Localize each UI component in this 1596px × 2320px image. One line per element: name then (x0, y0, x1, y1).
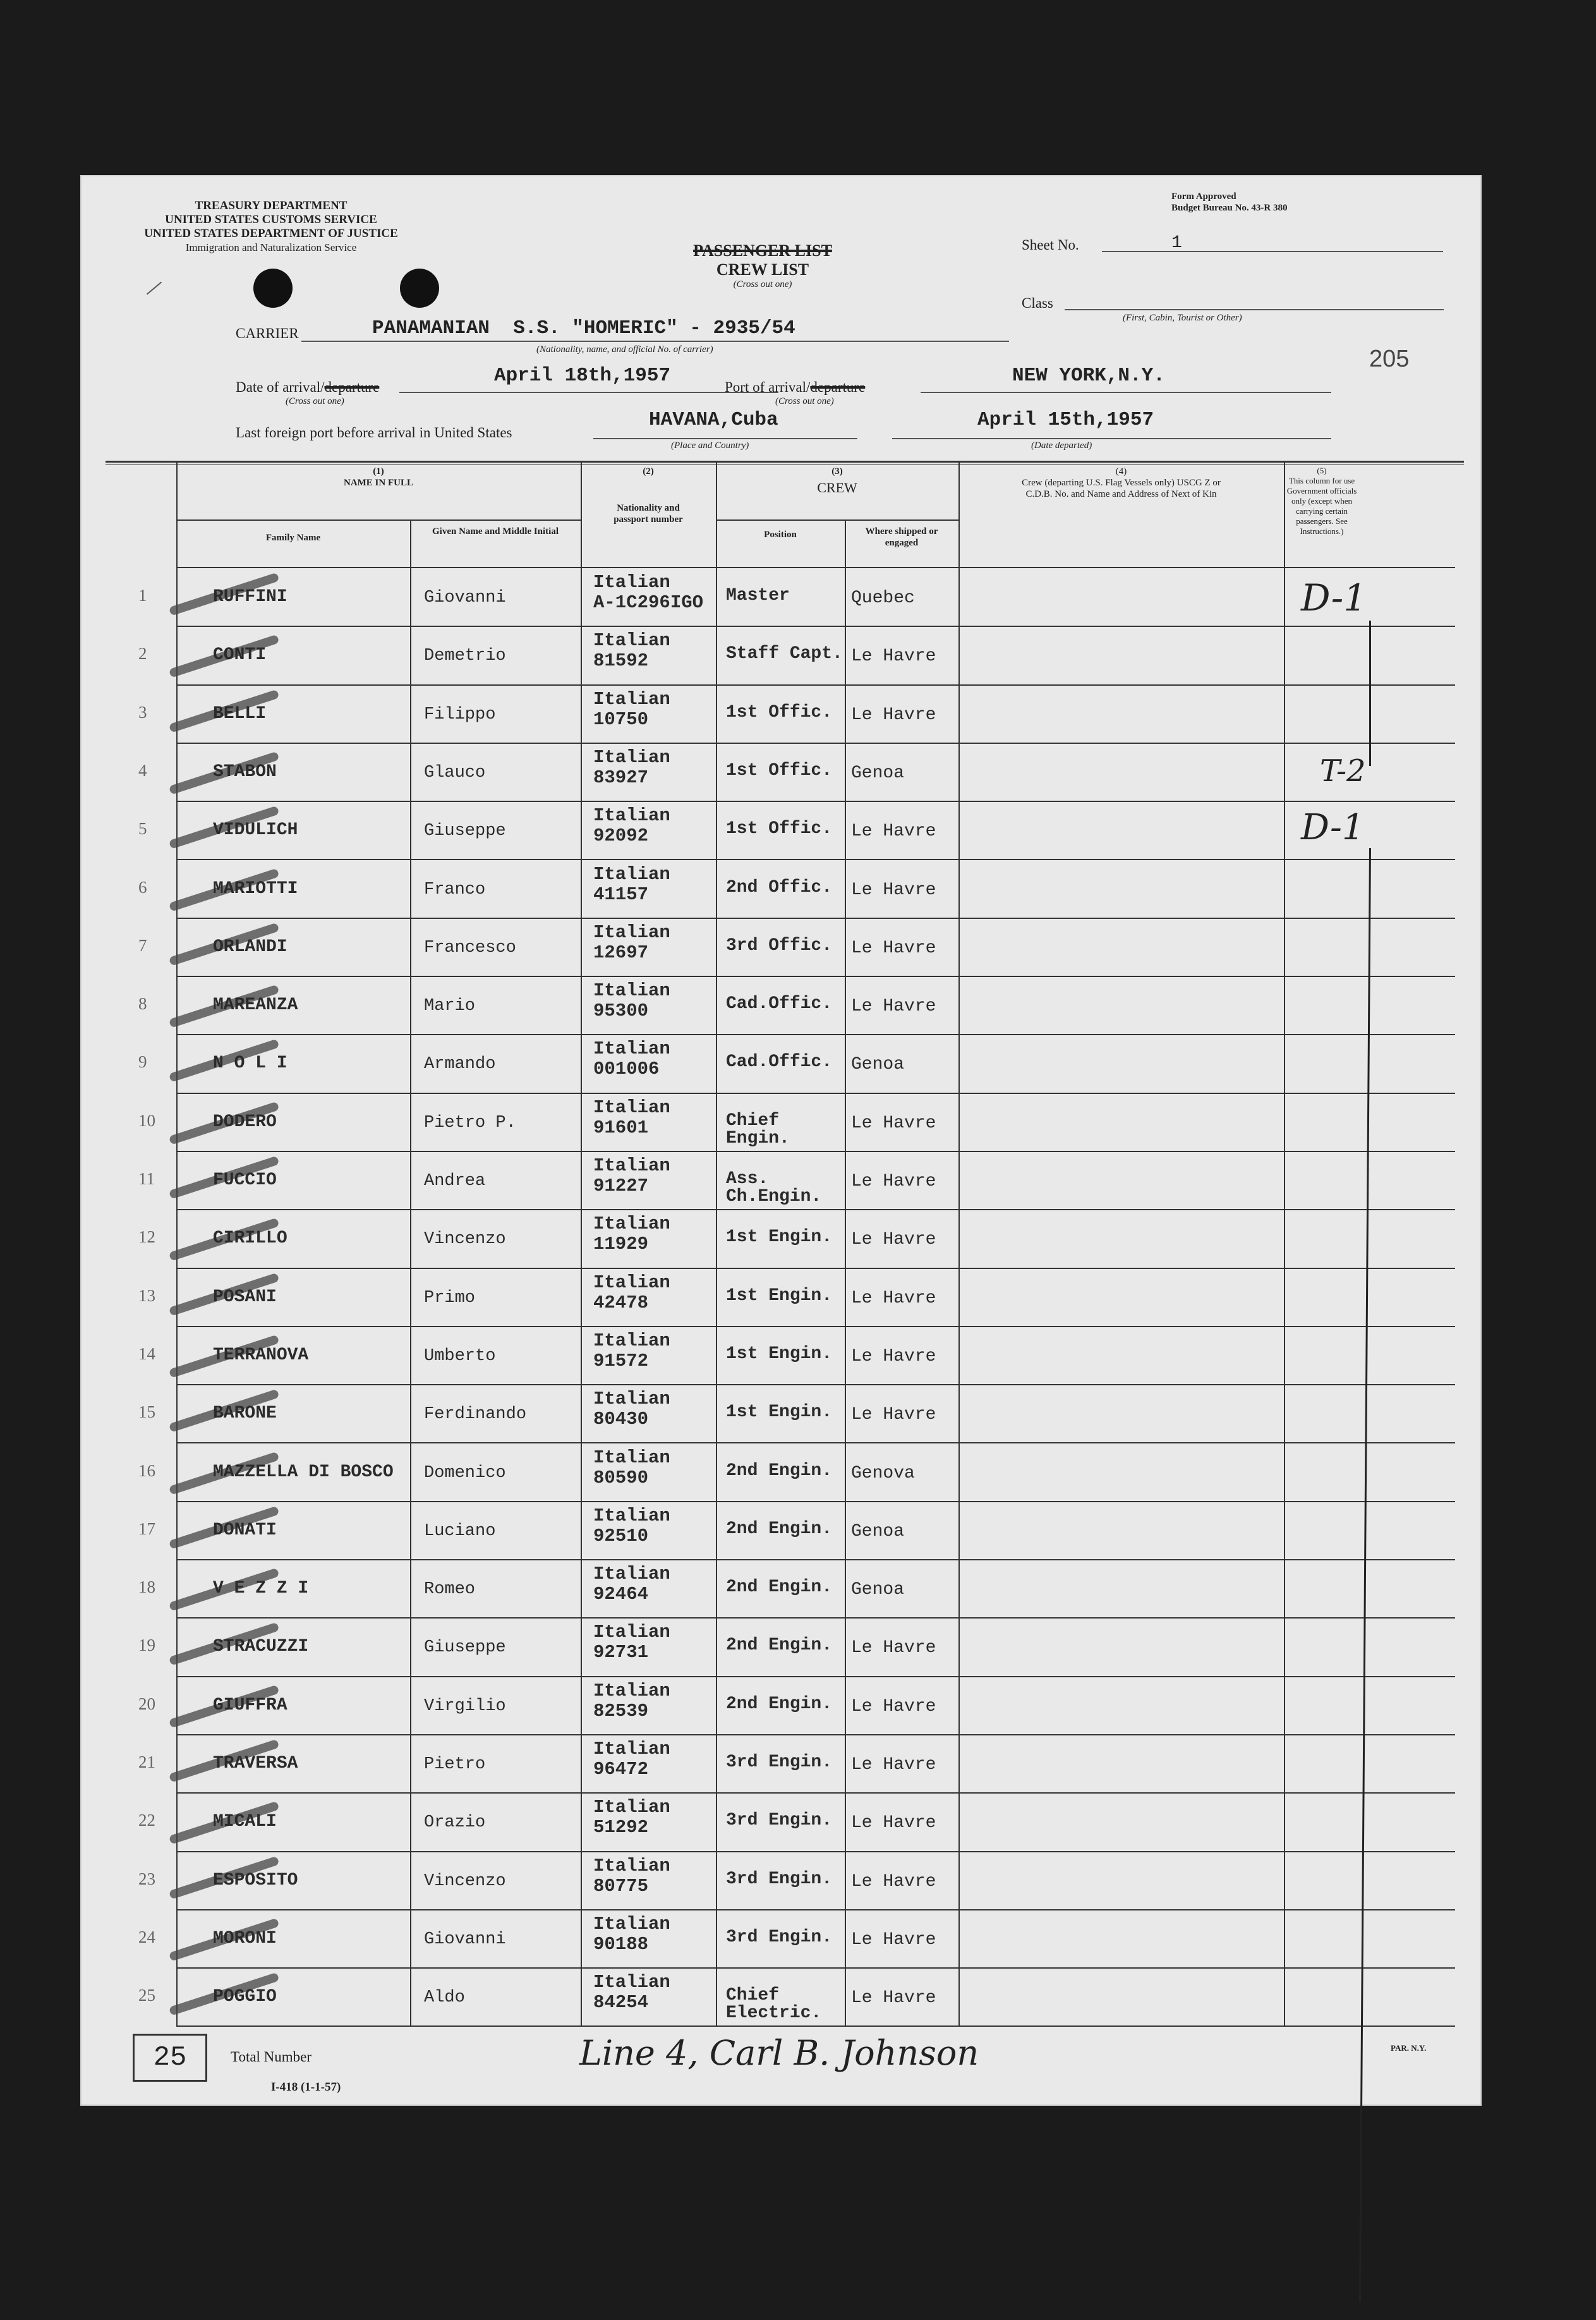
family-name: VIDULICH (213, 820, 298, 841)
signature: Line 4, Carl B. Johnson (579, 2033, 979, 2073)
row-number: 9 (138, 1052, 147, 1072)
family-name: DODERO (213, 1112, 277, 1132)
family-name: CIRILLO (213, 1229, 287, 1249)
where-shipped: Le Havre (851, 1172, 936, 1191)
passport-number: 12697 (593, 942, 649, 963)
table-row (138, 626, 1455, 685)
passport-number: 51292 (593, 1817, 649, 1838)
nationality: Italian (593, 921, 670, 943)
position: 3rd Engin. (726, 1752, 833, 1772)
family-name: TERRANOVA (213, 1345, 309, 1365)
passport-number: 92092 (593, 825, 649, 847)
nationality: Italian (593, 980, 670, 1002)
where-shipped: Le Havre (851, 1813, 936, 1833)
printer-mark: PAR. N.Y. (1391, 2043, 1427, 2053)
nationality: Italian (593, 1855, 670, 1876)
class-label: Class (1022, 295, 1053, 311)
family-name: BELLI (213, 703, 267, 724)
form-number: I-418 (1-1-57) (271, 2080, 341, 2094)
agency-line: TREASURY DEPARTMENT (195, 199, 348, 212)
passport-number: 11929 (593, 1234, 649, 1255)
given-name: Francesco (424, 938, 516, 957)
family-name: MORONI (213, 1928, 277, 1948)
given-name: Aldo (424, 1988, 465, 2008)
position: Staff Capt. (726, 644, 843, 664)
where-shipped: Le Havre (851, 1638, 936, 1658)
family-name: MICALI (213, 1812, 277, 1832)
where-shipped: Le Havre (851, 1288, 936, 1308)
table-row (138, 1210, 1455, 1268)
nationality: Italian (593, 1388, 670, 1410)
nationality: Italian (593, 1680, 670, 1701)
family-name: BARONE (213, 1404, 277, 1424)
next-of-kin-header: Crew (departing U.S. Flag Vessels only) USCG Z or C.D.B. No. and Name and Address of Next of Kin (1022, 478, 1221, 499)
row-number: 25 (138, 1986, 155, 2005)
where-shipped: Genoa (851, 763, 905, 783)
passport-number: 95300 (593, 1000, 649, 1022)
crew-list-title: CREW LIST (716, 260, 809, 279)
position: 1st Offic. (726, 702, 833, 722)
where-shipped: Le Havre (851, 1230, 936, 1250)
passport-number: 92464 (593, 1584, 649, 1605)
table-row (138, 1852, 1455, 1910)
passport-number: 83927 (593, 767, 649, 788)
given-name: Giovanni (424, 1929, 506, 1949)
table-row (138, 743, 1455, 802)
agency-header (119, 199, 423, 255)
nationality: Italian (593, 1505, 670, 1526)
passport-number: 80430 (593, 1409, 649, 1430)
agency-line: UNITED STATES CUSTOMS SERVICE (165, 213, 377, 226)
table-row (138, 1035, 1455, 1093)
passport-number: A-1C296IGO (593, 592, 704, 613)
given-name: Virgilio (424, 1696, 506, 1716)
row-number: 5 (138, 819, 147, 839)
agency-line: Immigration and Naturalization Service (185, 241, 357, 253)
row-number: 10 (138, 1110, 155, 1130)
passport-number: 80590 (593, 1467, 649, 1488)
nationality: Italian (593, 805, 670, 827)
family-name: RUFFINI (213, 587, 287, 607)
family-name: ORLANDI (213, 937, 287, 957)
table-row (138, 1793, 1455, 1852)
position: 2nd Offic. (726, 877, 833, 897)
position: 1st Engin. (726, 1344, 833, 1364)
annotation-d1-second: D-1 (1301, 807, 1365, 848)
passport-number: 001006 (593, 1059, 660, 1080)
passport-number: 92731 (593, 1642, 649, 1663)
port-label: Port of arrival/departure (725, 379, 866, 395)
row-number: 8 (138, 994, 147, 1014)
government-use-header: This column for use Government officials only (except when carrying certain passengers. See Instructions.) (1286, 476, 1357, 536)
nationality: Italian (593, 1564, 670, 1585)
position: 3rd Engin. (726, 1811, 833, 1831)
given-name: Giuseppe (424, 822, 506, 841)
given-name: Primo (424, 1288, 476, 1308)
where-shipped: Le Havre (851, 1113, 936, 1133)
passport-number: 82539 (593, 1700, 649, 1722)
table-row (138, 1502, 1455, 1560)
family-name: POSANI (213, 1287, 277, 1307)
row-number: 21 (138, 1752, 155, 1771)
position: 1st Engin. (726, 1402, 833, 1423)
row-number: 24 (138, 1927, 155, 1946)
where-shipped: Quebec (851, 588, 915, 608)
row-number: 4 (138, 760, 147, 780)
where-shipped: Le Havre (851, 997, 936, 1017)
position: 1st Offic. (726, 760, 833, 780)
position: 2nd Engin. (726, 1694, 833, 1714)
where-shipped: Genoa (851, 1521, 905, 1541)
position: Ass. Ch.Engin. (726, 1169, 822, 1206)
where-shipped: Le Havre (851, 1871, 936, 1892)
given-name: Ferdinando (424, 1405, 527, 1424)
table-row (138, 1327, 1455, 1385)
position-header: Position (764, 530, 797, 540)
table-row (138, 1677, 1455, 1735)
table-row (138, 1618, 1455, 1677)
given-name: Demetrio (424, 647, 506, 666)
agency-line: UNITED STATES DEPARTMENT OF JUSTICE (144, 227, 398, 240)
position: 2nd Engin. (726, 1519, 833, 1539)
position: 1st Engin. (726, 1285, 833, 1306)
where-shipped: Le Havre (851, 1988, 936, 2008)
where-shipped: Le Havre (851, 1405, 936, 1425)
row-number: 12 (138, 1227, 155, 1247)
nationality: Italian (593, 688, 670, 710)
where-shipped: Le Havre (851, 705, 936, 725)
row-number: 13 (138, 1285, 155, 1305)
last-port-value: HAVANA,Cuba (649, 409, 778, 431)
table-row (138, 860, 1455, 919)
where-shipped: Genoa (851, 1055, 905, 1075)
total-number-box: 25 (133, 2034, 207, 2082)
port-value: NEW YORK,N.Y. (1012, 365, 1165, 387)
annotation-t2: T-2 (1320, 753, 1366, 789)
nationality: Italian (593, 1213, 670, 1235)
family-name: STABON (213, 762, 277, 782)
passport-number: 91227 (593, 1175, 649, 1196)
given-name: Vincenzo (424, 1230, 506, 1249)
list-title: PASSENGER LIST CREW LIST (Cross out one) (636, 241, 889, 290)
family-name: DONATI (213, 1520, 277, 1540)
table-row (138, 1268, 1455, 1327)
given-name: Giuseppe (424, 1638, 506, 1658)
row-number: 6 (138, 877, 147, 897)
passport-number: 96472 (593, 1759, 649, 1780)
given-name: Pietro (424, 1755, 486, 1774)
arrival-date-value: April 18th,1957 (494, 365, 671, 387)
row-number: 20 (138, 1694, 155, 1713)
given-name: Glauco (424, 763, 486, 782)
departed-value: April 15th,1957 (977, 409, 1154, 431)
given-name: Mario (424, 997, 476, 1016)
where-shipped: Le Havre (851, 1929, 936, 1950)
table-row (138, 1910, 1455, 1969)
position: Cad.Offic. (726, 994, 833, 1014)
row-number: 7 (138, 935, 147, 955)
passport-number: 91572 (593, 1350, 649, 1371)
where-shipped: Le Havre (851, 822, 936, 842)
nationality: Italian (593, 630, 670, 652)
passport-number: 10750 (593, 708, 649, 730)
nationality: Italian (593, 1739, 670, 1759)
diagonal-mark (147, 282, 162, 295)
given-name: Umberto (424, 1346, 496, 1366)
nationality: Italian (593, 1797, 670, 1818)
row-number: 19 (138, 1636, 155, 1655)
passenger-list-struck: PASSENGER LIST (693, 241, 832, 260)
annotation-d1: D-1 (1301, 576, 1367, 619)
nationality: Italian (593, 1272, 670, 1293)
family-name: MARIOTTI (213, 878, 298, 899)
nationality-header: Nationality and passport number (614, 503, 683, 525)
where-shipped: Le Havre (851, 647, 936, 667)
carrier-hint: (Nationality, name, and official No. of carrier) (536, 344, 713, 355)
form-approved: Form Approved Budget Bureau No. 43-R 380 (1171, 191, 1288, 213)
position: 2nd Engin. (726, 1636, 833, 1656)
carrier-value: PANAMANIAN S.S. "HOMERIC" - 2935/54 (372, 317, 795, 339)
given-name: Franco (424, 880, 486, 899)
row-number: 22 (138, 1811, 155, 1830)
nationality: Italian (593, 746, 670, 768)
position: 3rd Engin. (726, 1927, 833, 1947)
passport-number: 92510 (593, 1525, 649, 1546)
row-number: 1 (138, 586, 147, 605)
family-name: ESPOSITO (213, 1870, 298, 1890)
nationality: Italian (593, 863, 670, 885)
given-name: Filippo (424, 705, 496, 724)
position: 1st Engin. (726, 1227, 833, 1248)
position: Cad.Offic. (726, 1052, 833, 1072)
row-number: 23 (138, 1869, 155, 1888)
table-row (138, 1735, 1455, 1794)
given-name: Pietro P. (424, 1113, 516, 1133)
family-name: CONTI (213, 645, 267, 665)
row-number: 15 (138, 1402, 155, 1422)
passport-number: 91601 (593, 1117, 649, 1138)
family-name: N O L I (213, 1054, 287, 1074)
position: 1st Offic. (726, 819, 833, 839)
where-shipped: Le Havre (851, 1755, 936, 1775)
table-row (138, 685, 1455, 744)
given-name: Romeo (424, 1580, 476, 1600)
where-shipped: Le Havre (851, 1346, 936, 1366)
sheet-value: 1 (1171, 233, 1182, 253)
given-name: Domenico (424, 1463, 506, 1483)
row-number: 3 (138, 702, 147, 722)
position: Chief Electric. (726, 1986, 822, 2024)
table-row (138, 918, 1455, 977)
class-hint: (First, Cabin, Tourist or Other) (1123, 313, 1242, 323)
passport-number: 81592 (593, 650, 649, 672)
nationality: Italian (593, 1330, 670, 1351)
table-row (138, 1093, 1455, 1152)
passport-number: 42478 (593, 1292, 649, 1313)
nationality: Italian (593, 1155, 670, 1176)
punch-hole (253, 269, 293, 308)
passport-number: 41157 (593, 884, 649, 905)
table-row (138, 568, 1455, 627)
family-name-header: Family Name (265, 533, 321, 543)
table-row (138, 1443, 1455, 1502)
family-name: GIUFFRA (213, 1695, 287, 1715)
nationality: Italian (593, 1972, 670, 1993)
where-shipped: Genoa (851, 1580, 905, 1600)
given-name: Armando (424, 1055, 496, 1074)
crew-table: (1) NAME IN FULL Family Name Given Name and Middle Initial (2) Nationality and passport number (3) CREW Position Where shipped or engaged (4) Crew (departing U.S. Flag Vessels only) USCG Z or C.D.B. No. and Name and Address of Next of Kin (5) This column for use Government officials only (except when carrying certain passengers. See Instructions.) 1 RUFFINI Giovanni Italian A-1C296IGO Master Quebec 2 CONTI Demetrio Italian 81592 Staff Capt. Le Havre 3 BELLI Filippo Italian 10750 1st Offic. Le Havre 4 STABON Glauco Italian 83927 1st Offic. Genoa 5 VIDULICH Giuseppe Italian 92092 1st Offic. Le Havre 6 MARIOTTI Franco Italian 41157 2nd Offic. Le Havre 7 ORLANDI Francesco Italian 12697 3rd Offic. Le Havre 8 MAREANZA Mario Italian 95300 Cad.Offic. Le Havre 9 N O L I Armando Italian 001006 Cad.Offic. Genoa 10 DODERO Pietro P. Italian 91601 Chief Engin. Le Havre 11 FUCCIO Andrea Italian 91227 Ass. Ch.Engin. Le Havre 12 CIRILLO Vincenzo Italian 11929 1st Engin. Le Havre 13 POSANI Primo Italian 42478 1st Engin. Le Havre 14 TERRANOVA Umberto Italian 91572 1st Engin. Le Havre 15 BARONE Ferdinando Italian 80430 1st Engin. Le Havre 16 MAZZELLA DI BOSCO Domenico Italian 80590 2nd Engin. Genova 17 DONATI Luciano Italian 92510 2nd Engin. Genoa 18 V E Z Z I Romeo Italian 92464 2nd Engin. Genoa 19 STRACUZZI Giuseppe Italian 92731 2nd Engin. Le Havre 20 GIUFFRA Virgilio Italian 82539 2nd Engin. Le Havre 21 TRAVERSA Pietro Italian 96472 3rd Engin. Le Havre 22 MICALI Orazio Italian 51292 3rd Engin. Le Havre 23 ESPOSITO Vincenzo Italian 80775 3rd Engin. Le Havre 24 MORONI Giovanni Italian 90188 3rd Engin. Le Havre 25 POGGIO Aldo Italian 84254 Chief Electric. Le Havre D-1 T-2 D-1 (176, 463, 1455, 2026)
nationality: Italian (593, 1913, 670, 1934)
sheet-label: Sheet No. (1022, 237, 1079, 253)
carrier-label: CARRIER (236, 325, 299, 341)
passport-number: 84254 (593, 1992, 649, 2013)
table-row (138, 1151, 1455, 1210)
family-name: STRACUZZI (213, 1637, 309, 1657)
where-shipped-header: Where shipped or engaged (865, 526, 938, 548)
given-name: Giovanni (424, 588, 506, 607)
table-row (138, 1560, 1455, 1619)
given-name: Luciano (424, 1521, 496, 1541)
crew-list-form: TREASURY DEPARTMENT UNITED STATES CUSTOMS SERVICE UNITED STATES DEPARTMENT OF JUSTICE Immigration and Naturalization Service PASSENGER LIST CREW LIST (Cross out one) Form Approved Budget Bureau No. 43-R 380 Sheet No. 1 Class (First, Cabin, Tourist or Other) CARRIER PANAMANIAN S.S. "HOMERIC" - 2935/54 (Nationality, name, and official No. of carrier) 205 Date of arrival/departure (Cross out one) April 18th,1957 Port of arrival/departure (Cross out one) NEW YORK,N.Y. Last foreign port before arrival in United States HAVANA,Cuba (Place and Country) April 15th,1957 (Date departed) (1) NAME IN FULL Family Name Given Name and Middle Initial (2) Nationality and passport number (3) CREW Position Where shipped or engaged (4) Crew (departing U.S. Flag Vessels only) USCG Z or C.D.B. No. and Name and Address of Next of Kin (5) This column for use Government officials only (except when carrying certain passengers. See Instructions.) 1 RUFFINI Giovanni Italian A-1C296IGO Master Quebec 2 CONTI Demetrio Italian 81592 Staff Capt. Le Havre 3 BELLI Filippo Italian 10750 1st Offic. Le Havre 4 STABON Glauco Italian 83927 1st Offic. Genoa 5 VIDULICH Giuseppe Italian 92092 1st Offic. Le Havre 6 MARIOTTI Franco Italian 41157 2nd Offic. Le Havre 7 ORLANDI Francesco Italian 12697 3rd Offic. Le Havre 8 MAREANZA Mario Italian 95300 Cad.Offic. Le Havre 9 N O L I Armando Italian 001006 Cad.Offic. Genoa 10 DODERO Pietro P. Italian 91601 Chief Engin. Le Havre 11 FUCCIO Andrea Italian 91227 Ass. Ch.Engin. Le Havre 12 CIRILLO Vincenzo Italian 11929 1st Engin. Le Havre 13 POSANI Primo Italian 42478 1st Engin. Le Havre 14 TERRANOVA Umberto Italian 91572 1st Engin. Le Havre 15 BARONE Ferdinando Italian 80430 1st Engin. Le Havre 16 MAZZELLA DI BOSCO Domenico Italian 80590 2nd Engin. Genova 17 DONATI Luciano Italian 92510 2nd Engin. Genoa 18 V E Z Z I Romeo Italian 92464 2nd Engin. Genoa 19 STRACUZZI Giuseppe Italian 92731 2nd Engin. Le Havre 20 GIUFFRA Virgilio Italian 82539 2nd Engin. Le Havre 21 TRAVERSA Pietro Italian 96472 3rd Engin. Le Havre 22 MICALI Orazio Italian 51292 3rd Engin. Le Havre 23 ESPOSITO Vincenzo Italian 80775 3rd Engin. Le Havre 24 MORONI Giovanni Italian 90188 3rd Engin. Le Havre 25 POGGIO Aldo Italian 84254 Chief Electric. Le Havre D-1 T-2 D-1 25 Total Number I-418 (1-1-57) Line 4, Carl B. Johnson PAR. N.Y. (80, 175, 1482, 2106)
where-shipped: Le Havre (851, 880, 936, 900)
given-name: Andrea (424, 1172, 486, 1191)
nationality: Italian (593, 572, 670, 593)
position: 3rd Engin. (726, 1869, 833, 1889)
nationality: Italian (593, 1096, 670, 1118)
nationality: Italian (593, 1447, 670, 1468)
given-name: Vincenzo (424, 1871, 506, 1891)
row-number: 11 (138, 1169, 155, 1188)
row-number: 2 (138, 644, 147, 664)
punch-hole (400, 269, 439, 308)
passport-number: 80775 (593, 1875, 649, 1897)
position: 2nd Engin. (726, 1577, 833, 1598)
table-row (138, 1385, 1455, 1443)
family-name: V E Z Z I (213, 1579, 309, 1599)
family-name: TRAVERSA (213, 1754, 298, 1773)
row-number: 16 (138, 1461, 155, 1480)
family-name: MAZZELLA DI BOSCO (213, 1462, 394, 1482)
row-number: 17 (138, 1519, 155, 1538)
position: Chief Engin. (726, 1110, 790, 1148)
row-number: 14 (138, 1344, 155, 1363)
where-shipped: Le Havre (851, 938, 936, 958)
total-label: Total Number (231, 2049, 312, 2065)
position: Master (726, 586, 790, 605)
row-number: 18 (138, 1577, 155, 1597)
where-shipped: Le Havre (851, 1696, 936, 1716)
family-name: FUCCIO (213, 1170, 277, 1190)
family-name: POGGIO (213, 1987, 277, 2007)
date-label: Date of arrival/departure (236, 379, 380, 395)
family-name: MAREANZA (213, 995, 298, 1016)
page-number: 205 (1369, 346, 1410, 372)
table-row (138, 1968, 1455, 2027)
where-shipped: Genova (851, 1463, 915, 1483)
last-port-label: Last foreign port before arrival in United States (236, 425, 512, 440)
table-row (138, 976, 1455, 1035)
table-row (138, 801, 1455, 860)
position: 3rd Offic. (726, 935, 833, 956)
given-name: Orazio (424, 1813, 486, 1833)
nationality: Italian (593, 1038, 670, 1060)
position: 2nd Engin. (726, 1461, 833, 1481)
passport-number: 90188 (593, 1933, 649, 1955)
given-name-header: Given Name and Middle Initial (432, 526, 559, 537)
nationality: Italian (593, 1622, 670, 1643)
